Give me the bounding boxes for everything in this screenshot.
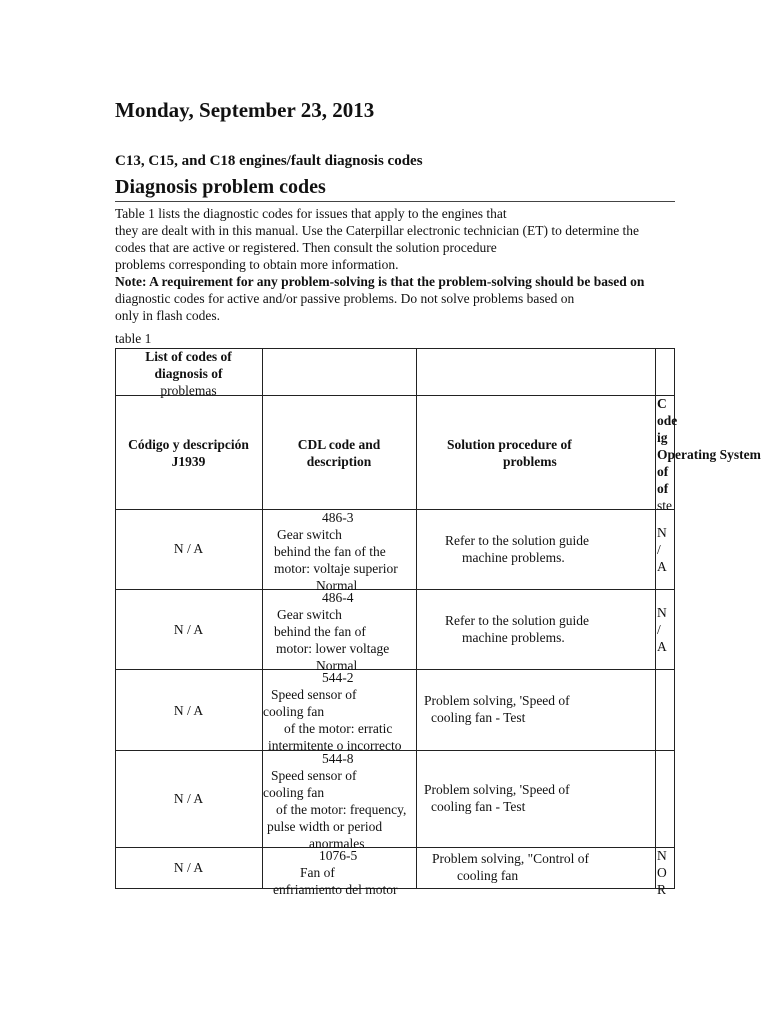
cdl-line: behind the fan of <box>274 624 366 639</box>
header-j1939 <box>116 436 261 476</box>
solution-line: Refer to the solution guide <box>445 533 589 548</box>
os-char: O <box>657 865 667 880</box>
cdl-line: behind the fan of the <box>274 544 386 559</box>
cell-cdl <box>263 847 415 897</box>
cell-j1939: N / A <box>173 703 204 718</box>
header-line: Solution procedure of <box>447 437 572 452</box>
cdl-line: pulse width or period <box>267 819 383 834</box>
cdl-code: 544-8 <box>322 751 354 766</box>
article-subtitle: C13, C15, and C18 engines/fault diagnosis codes <box>115 153 423 169</box>
note-line: only in flash codes. <box>115 308 220 323</box>
cdl-line: Normal <box>316 578 358 593</box>
cdl-line: anormales <box>309 836 365 851</box>
header-line: of <box>657 464 669 479</box>
cdl-line: motor: voltaje superior <box>274 561 398 576</box>
heading-rule <box>115 201 675 202</box>
solution-line: Problem solving, 'Speed of <box>424 782 570 797</box>
cdl-line: Speed sensor of <box>271 768 357 783</box>
cdl-line: of the motor: frequency, <box>276 802 407 817</box>
header-line: ig <box>657 430 668 445</box>
cell-cdl <box>263 509 415 593</box>
page-date: Monday, September 23, 2013 <box>115 98 375 122</box>
cdl-code: 486-4 <box>322 590 354 605</box>
cdl-code: 544-2 <box>322 670 354 685</box>
os-char: N <box>657 605 667 620</box>
table-title-line: problemas <box>160 383 217 398</box>
header-line: J1939 <box>171 454 206 469</box>
cell-j1939: N / A <box>173 622 204 637</box>
note-line: Note: A requirement for any problem-solving is that the problem-solving should be based on <box>115 274 645 289</box>
os-char: / <box>657 542 661 557</box>
cell-solution <box>417 692 654 726</box>
solution-line: cooling fan <box>457 868 519 883</box>
cell-cdl <box>263 750 415 851</box>
cell-solution <box>417 850 654 884</box>
intro-line: codes that are active or registered. Then consult the solution procedure <box>115 240 497 255</box>
table-title-cell <box>116 348 261 398</box>
cell-os <box>657 847 673 897</box>
header-line: ode <box>657 413 678 428</box>
cell-j1939: N / A <box>173 860 204 875</box>
os-char: A <box>657 559 667 574</box>
intro-line: they are dealt with in this manual. Use the Caterpillar electronic technician (ET) to determine the <box>115 223 640 238</box>
cell-solution <box>417 532 654 566</box>
header-operating-system <box>657 395 768 513</box>
solution-line: Problem solving, 'Speed of <box>424 693 570 708</box>
solution-line: machine problems. <box>462 630 565 645</box>
cell-os <box>657 604 673 655</box>
cell-solution <box>417 781 654 815</box>
header-line: CDL code and <box>297 437 381 452</box>
table-caption: table 1 <box>115 331 152 346</box>
header-line: ste <box>657 498 672 513</box>
cell-cdl <box>263 589 415 673</box>
cdl-code: 1076-5 <box>319 848 358 863</box>
os-char: N <box>657 525 667 540</box>
cdl-line: motor: lower voltage <box>276 641 390 656</box>
table-divider <box>655 348 656 888</box>
cdl-line: of the motor: erratic <box>284 721 393 736</box>
os-char: N <box>657 848 667 863</box>
solution-line: cooling fan - Test <box>431 710 526 725</box>
cell-j1939: N / A <box>173 791 204 806</box>
cdl-line: enfriamiento del motor <box>273 882 398 897</box>
cdl-line: intermitente o incorrecto <box>268 738 402 753</box>
solution-line: cooling fan - Test <box>431 799 526 814</box>
cell-os <box>657 524 673 575</box>
solution-line: Problem solving, "Control of <box>432 851 590 866</box>
cdl-line: Gear switch <box>277 607 342 622</box>
header-line: Operating System <box>657 447 761 462</box>
intro-paragraph <box>115 205 695 324</box>
cell-cdl <box>263 669 415 753</box>
table-title-line: diagnosis of <box>154 366 223 381</box>
intro-line: problems corresponding to obtain more information. <box>115 257 399 272</box>
os-char: A <box>657 639 667 654</box>
header-line: C <box>657 396 667 411</box>
cdl-code: 486-3 <box>322 510 354 525</box>
cdl-line: Speed sensor of <box>271 687 357 702</box>
cell-j1939: N / A <box>173 541 204 556</box>
section-heading: Diagnosis problem codes <box>115 176 326 198</box>
os-char: / <box>657 622 661 637</box>
header-line: Código y descripción <box>128 437 249 452</box>
os-char: R <box>657 882 667 897</box>
cdl-line: Fan of <box>300 865 335 880</box>
header-solution <box>417 436 654 476</box>
cdl-line: Normal <box>316 658 358 673</box>
cdl-line: cooling fan <box>263 785 325 800</box>
intro-line: Table 1 lists the diagnostic codes for issues that apply to the engines that <box>115 206 507 221</box>
header-line: of <box>657 481 669 496</box>
cdl-line: Gear switch <box>277 527 342 542</box>
table-title-line: List of codes of <box>145 349 232 364</box>
note-line: diagnostic codes for active and/or passive problems. Do not solve problems based on <box>115 291 575 306</box>
solution-line: machine problems. <box>462 550 565 565</box>
cdl-line: cooling fan <box>263 704 325 719</box>
solution-line: Refer to the solution guide <box>445 613 589 628</box>
header-line: problems <box>503 454 557 469</box>
cell-solution <box>417 612 654 646</box>
header-cdl <box>263 436 415 476</box>
header-line: description <box>306 454 372 469</box>
